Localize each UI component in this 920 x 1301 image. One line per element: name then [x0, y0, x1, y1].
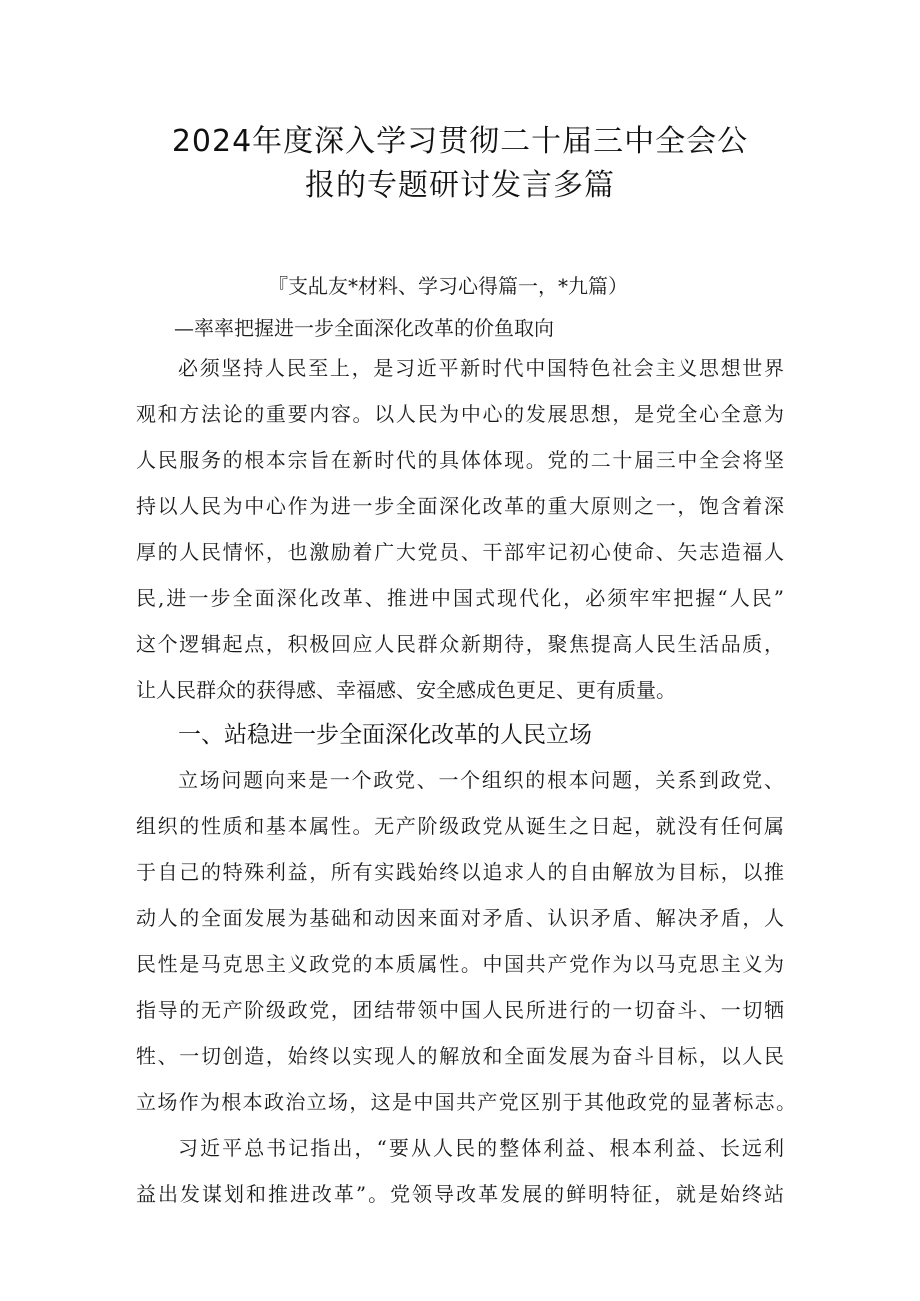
paragraph-line: 指导的无产阶级政党，团结带领中国人民所进行的一切奋斗、一切牺: [136, 998, 784, 1022]
paragraph-line: 让人民群众的获得感、幸福感、安全感成色更足、更有质量。: [136, 678, 676, 702]
paragraph-line: 牲、一切创造，始终以实现人的解放和全面发展为奋斗目标，以人民: [136, 1044, 784, 1068]
paragraph-line: 厚的人民情怀，也激励着广大党员、干部牢记初心使命、矢志造福人: [136, 540, 784, 564]
paragraph-line: 立场作为根本政治立场，这是中国共产党区别于其他政党的显著标志。: [136, 1090, 796, 1114]
paragraph-line: 持以人民为中心作为进一步全面深化改革的重大原则之一，饱含着深: [136, 494, 784, 518]
paragraph-line: 于自己的特殊利益，所有实践始终以追求人的自由解放为目标，以推: [136, 860, 784, 884]
paragraph-line: 必须坚持人民至上，是习近平新时代中国特色社会主义思想世界: [178, 356, 784, 380]
paragraph-line: 组织的性质和基本属性。无产阶级政党从诞生之日起，就没有任何属: [136, 814, 784, 838]
document-subtitle-line: —率率把握进一步全面深化改革的价鱼取向: [174, 316, 554, 340]
paragraph-line: 益出发谋划和推进改革”。党领导改革发展的鲜明特征，就是始终站: [136, 1182, 784, 1206]
document-title-line-2: 报的专题研讨发言多篇: [305, 168, 615, 203]
document-meta-line: 『支乩友*材料、学习心得篇一，*九篇）: [268, 274, 628, 298]
section-heading: 一、站稳进一步全面深化改革的人民立场: [178, 722, 592, 748]
paragraph-line: 动人的全面发展为基础和动因来面对矛盾、认识矛盾、解决矛盾，人: [136, 906, 784, 930]
paragraph-line: 立场问题向来是一个政党、一个组织的根本问题，关系到政党、: [178, 768, 784, 792]
document-title-line-1: 2024年度深入学习贯彻二十届三中全会公: [171, 124, 749, 159]
paragraph-line: 习近平总书记指出，“要从人民的整体利益、根本利益、长远利: [178, 1136, 784, 1160]
paragraph-line: 观和方法论的重要内容。以人民为中心的发展思想，是党全心全意为: [136, 402, 784, 426]
paragraph-line: 民,进一步全面深化改革、推进中国式现代化，必须牢牢把握“人民”: [136, 586, 784, 610]
paragraph-line: 人民服务的根本宗旨在新时代的具体体现。党的二十届三中全会将坚: [136, 448, 784, 472]
paragraph-line: 这个逻辑起点，积极回应人民群众新期待，聚焦提高人民生活品质，: [136, 632, 784, 656]
paragraph-line: 民性是马克思主义政党的本质属性。中国共产党作为以马克思主义为: [136, 952, 784, 976]
